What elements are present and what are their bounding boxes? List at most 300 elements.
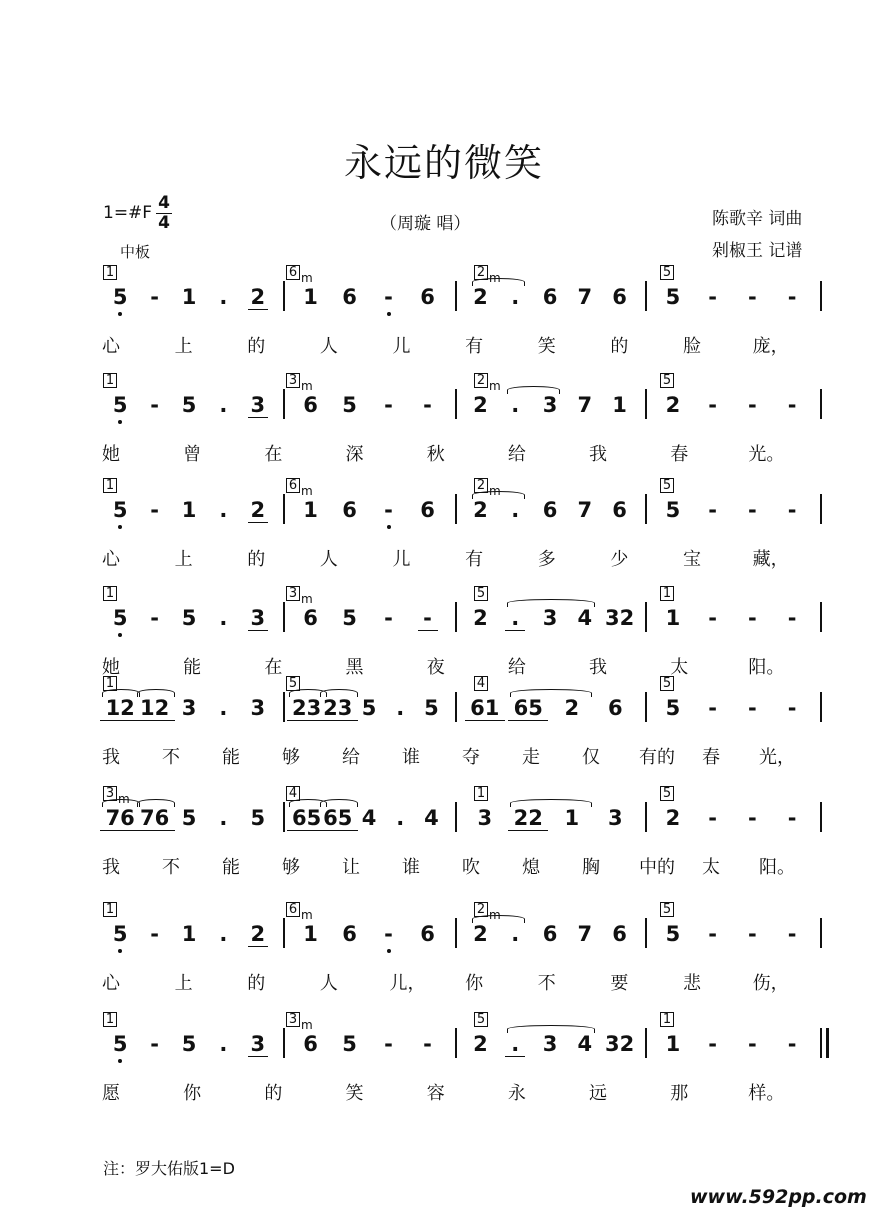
lyric-syllable: 有	[465, 549, 484, 570]
chord-root: 3	[286, 586, 300, 601]
slur	[320, 689, 358, 697]
note: 6	[420, 922, 435, 946]
dot-note: .	[511, 285, 520, 309]
dot-note: .	[219, 806, 228, 830]
note: 5	[181, 606, 197, 630]
chord-root: 1	[660, 586, 674, 601]
lyric-syllable: 你	[183, 1083, 202, 1104]
lyric-syllable: 太	[670, 657, 689, 678]
note: 5	[342, 1032, 357, 1056]
eighth-underline	[135, 830, 175, 831]
note: 5	[112, 285, 128, 309]
note: 5	[665, 922, 681, 946]
lyric-syllable: 吹	[462, 857, 480, 878]
lyric-syllable: 伤，	[752, 973, 789, 994]
slur	[507, 599, 595, 607]
dash-note: -	[708, 696, 717, 720]
note: 6	[342, 498, 357, 522]
note: 1	[564, 806, 580, 830]
lyric-syllable: 我	[102, 857, 120, 878]
note: 6	[612, 498, 627, 522]
note: 4	[361, 806, 377, 830]
note: 32	[604, 1032, 635, 1056]
note: 6	[542, 498, 558, 522]
chord-root: 1	[103, 373, 117, 388]
low-octave-dot	[387, 312, 391, 316]
note: 2	[473, 1032, 488, 1056]
lyric-syllable: 光，	[759, 747, 795, 768]
dash-note: -	[423, 1032, 432, 1056]
lyric-syllable: 远	[589, 1083, 608, 1104]
chord-quality: m	[118, 792, 130, 806]
chord-quality: m	[489, 908, 501, 922]
dash-note: -	[787, 696, 797, 720]
dash-note: -	[150, 1032, 159, 1056]
chord-root: 1	[660, 1012, 674, 1027]
note: 2	[564, 696, 580, 720]
low-octave-dot	[118, 420, 122, 424]
note: 7	[577, 285, 593, 309]
barline	[820, 802, 822, 832]
dash-note: -	[748, 922, 757, 946]
slur	[472, 278, 525, 286]
eighth-underline	[248, 630, 268, 631]
low-octave-dot	[118, 312, 122, 316]
note: 6	[612, 922, 627, 946]
chord-root: 1	[474, 786, 488, 801]
note: 5	[250, 806, 266, 830]
lyric-syllable: 能	[183, 657, 202, 678]
low-octave-dot	[118, 1059, 122, 1063]
slur	[510, 799, 592, 807]
note: 5	[665, 285, 681, 309]
eighth-underline	[248, 309, 268, 310]
lyric-syllable: 要	[610, 973, 629, 994]
lyric-syllable: 夺	[462, 747, 480, 768]
dash-note: -	[748, 498, 757, 522]
dash-note: -	[748, 606, 757, 630]
dot-note: .	[396, 696, 405, 720]
lyric-syllable: 我	[589, 444, 608, 465]
eighth-underline	[508, 830, 548, 831]
chord-symbol	[286, 1012, 313, 1032]
slur	[507, 1025, 595, 1033]
eighth-underline	[248, 946, 268, 947]
chord-root: 5	[660, 265, 674, 280]
dot-note: .	[219, 285, 228, 309]
barline	[645, 1028, 647, 1058]
barline	[283, 1028, 285, 1058]
chord-root: 5	[660, 786, 674, 801]
lyric-syllable: 阳。	[759, 857, 795, 878]
lyric-syllable: 心	[102, 549, 120, 570]
lyric-syllable: 的	[264, 1083, 283, 1104]
watermark-site: www.592pp.com	[690, 1186, 867, 1208]
note: 6	[303, 393, 318, 417]
dash-note: -	[150, 285, 159, 309]
note: 4	[424, 806, 439, 830]
lyric-syllable: 的	[247, 549, 266, 570]
note: 1	[665, 1032, 681, 1056]
lyric-syllable: 仅	[582, 747, 600, 768]
lyric-syllable: 不	[162, 747, 180, 768]
dash-note: -	[708, 806, 717, 830]
note: 1	[303, 498, 318, 522]
lyric-syllable: 的	[247, 336, 266, 357]
lyric-syllable: 春	[702, 747, 720, 768]
low-octave-dot	[118, 633, 122, 637]
chord-symbol	[286, 586, 313, 606]
note: 2	[473, 922, 488, 946]
chord-root: 1	[103, 902, 117, 917]
note: 65	[323, 806, 353, 830]
dash-note: -	[384, 285, 393, 309]
note: 12	[105, 696, 135, 720]
lyric-syllable: 容	[426, 1083, 445, 1104]
lyric-syllable: 悲	[683, 973, 702, 994]
slur	[102, 689, 140, 697]
chord-quality: m	[301, 908, 313, 922]
chord-quality: m	[301, 1018, 313, 1032]
chord-root: 4	[286, 786, 300, 801]
chord-root: 3	[286, 373, 300, 388]
note: 5	[112, 606, 128, 630]
dot-note: .	[219, 922, 228, 946]
chord-root: 5	[660, 373, 674, 388]
dash-note: -	[384, 1032, 393, 1056]
dot-note: .	[396, 806, 405, 830]
lyric-syllable: 够	[282, 857, 300, 878]
chord-symbol	[286, 902, 313, 922]
lyric-syllable: 夜	[426, 657, 445, 678]
note: 5	[424, 696, 439, 720]
slur	[137, 799, 175, 807]
chord-symbol	[103, 265, 117, 280]
barline	[455, 692, 457, 722]
note: 6	[607, 696, 623, 720]
low-octave-dot	[118, 525, 122, 529]
lyric-syllable: 让	[342, 857, 360, 878]
barline	[645, 802, 647, 832]
note: 1	[303, 285, 318, 309]
dash-note: -	[423, 393, 432, 417]
lyric-syllable: 曾	[183, 444, 202, 465]
note: 4	[577, 606, 593, 630]
chord-quality: m	[301, 484, 313, 498]
note: 5	[181, 1032, 197, 1056]
note: 65	[291, 806, 322, 830]
lyric-syllable: 够	[282, 747, 300, 768]
lyric-syllable: 心	[102, 336, 120, 357]
barline	[455, 281, 457, 311]
chord-root: 6	[286, 265, 300, 280]
chord-root: 2	[474, 902, 488, 917]
barline	[820, 281, 822, 311]
dash-note: -	[708, 393, 717, 417]
chord-symbol	[660, 586, 674, 601]
chord-quality: m	[489, 484, 501, 498]
eighth-underline	[505, 1056, 525, 1057]
note: 61	[470, 696, 500, 720]
chord-symbol	[660, 902, 674, 917]
chord-quality: m	[301, 592, 313, 606]
chord-root: 5	[286, 676, 300, 691]
note: 3	[250, 696, 266, 720]
note: 2	[250, 285, 266, 309]
chord-symbol	[660, 478, 674, 493]
dot-note: .	[219, 696, 228, 720]
lyric-syllable: 黑	[345, 657, 364, 678]
barline	[820, 602, 822, 632]
chord-symbol	[474, 1012, 488, 1027]
note: 5	[665, 498, 681, 522]
note: 1	[181, 498, 197, 522]
note: 3	[250, 393, 266, 417]
note: 6	[612, 285, 627, 309]
chord-symbol	[103, 586, 117, 601]
note: 12	[139, 696, 170, 720]
note: 76	[105, 806, 135, 830]
dash-note: -	[787, 285, 797, 309]
chord-symbol	[660, 786, 674, 801]
barline	[283, 389, 285, 419]
note: 6	[342, 922, 357, 946]
lyric-syllable: 永	[507, 1083, 526, 1104]
note: 3	[542, 393, 558, 417]
chord-symbol	[103, 478, 117, 493]
note: 3	[542, 1032, 558, 1056]
composer-credit: 陈歌辛 词曲	[712, 209, 803, 229]
eighth-underline	[318, 720, 358, 721]
dash-note: -	[384, 922, 393, 946]
chord-symbol	[660, 373, 674, 388]
dash-note: -	[787, 922, 797, 946]
lyric-syllable: 走	[522, 747, 540, 768]
lyric-syllable: 多	[537, 549, 556, 570]
dot-note: .	[219, 393, 228, 417]
note: 6	[342, 285, 357, 309]
dash-note: -	[150, 922, 159, 946]
dash-note: -	[748, 285, 757, 309]
chord-symbol	[286, 373, 313, 393]
song-title: 永远的微笑	[343, 141, 544, 185]
singer-credit: （周璇 唱）	[380, 214, 471, 234]
lyric-syllable: 我	[102, 747, 120, 768]
lyric-syllable: 人	[319, 973, 338, 994]
lyric-syllable: 不	[162, 857, 180, 878]
barline	[820, 389, 822, 419]
note: 1	[181, 285, 197, 309]
chord-symbol	[474, 676, 488, 691]
lyric-syllable: 有	[465, 336, 484, 357]
note: 5	[181, 806, 197, 830]
barline	[455, 802, 457, 832]
lyric-syllable: 中的	[639, 857, 675, 878]
dash-note: -	[384, 393, 393, 417]
lyric-syllable: 庞，	[752, 336, 789, 357]
dash-note: -	[384, 498, 393, 522]
note: 7	[577, 393, 593, 417]
chord-root: 2	[474, 373, 488, 388]
note: 5	[181, 393, 197, 417]
note: 2	[250, 922, 266, 946]
note: 5	[665, 696, 681, 720]
chord-symbol	[103, 1012, 117, 1027]
chord-root: 5	[660, 478, 674, 493]
lyric-syllable: 儿，	[389, 973, 426, 994]
dash-note: -	[708, 922, 717, 946]
chord-root: 6	[286, 478, 300, 493]
chord-root: 3	[286, 1012, 300, 1027]
barline	[455, 918, 457, 948]
note: 6	[542, 285, 558, 309]
lyric-syllable: 人	[319, 336, 338, 357]
slur	[137, 689, 175, 697]
lyric-syllable: 宝	[683, 549, 702, 570]
dot-note: .	[511, 922, 520, 946]
chord-symbol	[660, 1012, 674, 1027]
barline	[283, 281, 285, 311]
lyric-syllable: 能	[222, 857, 240, 878]
eighth-underline	[505, 630, 525, 631]
lyric-syllable: 胸	[582, 857, 600, 878]
dash-note: -	[748, 393, 757, 417]
dash-note: -	[787, 1032, 797, 1056]
chord-symbol	[103, 373, 117, 388]
note: 3	[250, 606, 266, 630]
barline	[455, 389, 457, 419]
chord-symbol	[474, 786, 488, 801]
lyric-syllable: 能	[222, 747, 240, 768]
lyric-syllable: 上	[174, 549, 193, 570]
chord-root: 2	[474, 478, 488, 493]
dot-note: .	[511, 606, 520, 630]
barline	[820, 918, 822, 948]
eighth-underline	[248, 417, 268, 418]
dash-note: -	[150, 498, 159, 522]
chord-root: 5	[660, 902, 674, 917]
note: 5	[112, 922, 128, 946]
chord-symbol	[286, 265, 313, 285]
barline	[283, 918, 285, 948]
chord-root: 1	[103, 586, 117, 601]
chord-quality: m	[489, 271, 501, 285]
slur	[472, 915, 525, 923]
lyric-syllable: 藏，	[752, 549, 789, 570]
slur	[507, 386, 560, 394]
dash-note: -	[787, 806, 797, 830]
note: 5	[342, 606, 357, 630]
dash-note: -	[708, 606, 717, 630]
slur	[472, 491, 525, 499]
lyric-syllable: 谁	[402, 857, 420, 878]
chord-root: 4	[474, 676, 488, 691]
barline	[455, 494, 457, 524]
transcriber-credit: 剁椒王 记谱	[712, 241, 803, 261]
chord-root: 1	[103, 676, 117, 691]
note: 1	[665, 606, 681, 630]
note: 2	[473, 285, 488, 309]
dash-note: -	[150, 393, 159, 417]
dot-note: .	[511, 1032, 520, 1056]
dash-note: -	[787, 498, 797, 522]
barline	[645, 692, 647, 722]
dash-note: -	[708, 1032, 717, 1056]
note: 23	[323, 696, 353, 720]
chord-root: 5	[474, 1012, 488, 1027]
barline	[283, 602, 285, 632]
chord-quality: m	[301, 379, 313, 393]
eighth-underline	[418, 630, 438, 631]
lyric-syllable: 熄	[522, 857, 540, 878]
chord-quality: m	[301, 271, 313, 285]
lyric-syllable: 儿	[392, 336, 411, 357]
eighth-underline	[248, 522, 268, 523]
lyric-syllable: 人	[319, 549, 338, 570]
meter-bottom: 4	[158, 213, 170, 233]
barline	[645, 389, 647, 419]
chord-root: 2	[474, 265, 488, 280]
chord-root: 1	[103, 265, 117, 280]
lyric-syllable: 深	[345, 444, 364, 465]
lyric-syllable: 她	[102, 657, 120, 678]
lyric-syllable: 笑	[537, 336, 556, 357]
note: 3	[250, 1032, 266, 1056]
note: 3	[181, 696, 197, 720]
lyric-syllable: 光。	[748, 444, 785, 465]
note: 2	[665, 393, 681, 417]
eighth-underline	[248, 1056, 268, 1057]
lyric-syllable: 那	[670, 1083, 689, 1104]
dot-note: .	[219, 498, 228, 522]
eighth-underline	[135, 720, 175, 721]
barline	[820, 494, 822, 524]
lyric-syllable: 上	[174, 973, 193, 994]
chord-root: 5	[474, 586, 488, 601]
chord-root: 1	[103, 478, 117, 493]
note: 5	[112, 498, 128, 522]
note: 6	[303, 1032, 318, 1056]
note: 1	[303, 922, 318, 946]
barline	[645, 281, 647, 311]
dash-note: -	[708, 285, 717, 309]
note: 6	[420, 285, 435, 309]
note: 1	[612, 393, 627, 417]
lyric-syllable: 儿	[392, 549, 411, 570]
chord-quality: m	[489, 379, 501, 393]
low-octave-dot	[387, 949, 391, 953]
lyric-syllable: 有的	[639, 747, 675, 768]
lyric-syllable: 心	[102, 973, 120, 994]
dash-note: -	[384, 606, 393, 630]
barline	[455, 1028, 457, 1058]
note: 22	[513, 806, 543, 830]
barline	[645, 918, 647, 948]
dot-note: .	[511, 498, 520, 522]
lyric-syllable: 我	[589, 657, 608, 678]
chord-symbol	[286, 478, 313, 498]
lyric-syllable: 太	[702, 857, 720, 878]
dash-note: -	[787, 606, 797, 630]
note: 2	[473, 393, 488, 417]
lyric-syllable: 阳。	[748, 657, 785, 678]
lyric-syllable: 不	[537, 973, 556, 994]
note: 3	[607, 806, 623, 830]
chord-root: 6	[286, 902, 300, 917]
dash-note: -	[787, 393, 797, 417]
note: 6	[542, 922, 558, 946]
note: 2	[250, 498, 266, 522]
